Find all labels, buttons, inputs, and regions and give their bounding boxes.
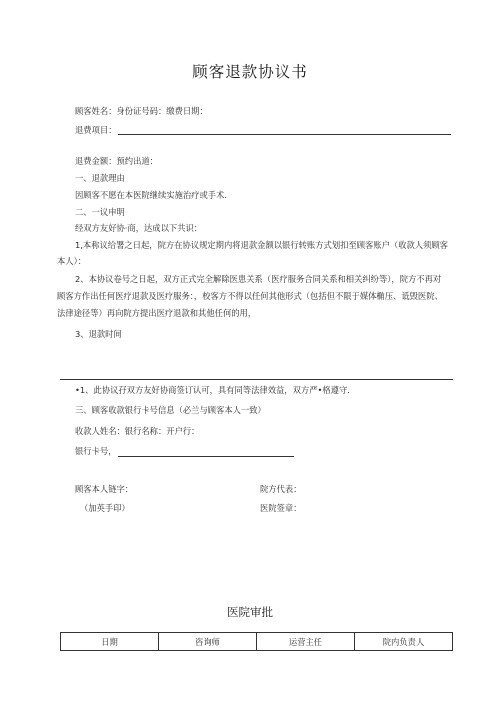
validity-clause: •1、此协议孖双方友好协商签订认可，具有同等法律效益，双方严•格遵守. [75,385,350,395]
payee-info-line: 收款人姓名：银行名称：开户行： [75,426,200,436]
clause1-line2: 本人）： [57,256,87,266]
approval-header-row [61,633,453,651]
approval-col-consultant: 咨询师 [159,633,257,651]
refund-items-underline [118,134,451,135]
approval-col-date: 日期 [61,633,159,651]
section3-heading: 3、退款时间 [75,329,122,339]
approval-col-hospital-head: 院内负责人 [355,633,453,651]
refund-amount-line: 退费金额：预约出道： [75,156,158,166]
clause2-line3: 法律途径等）再向院方提出医疗退款和其他任何的用， [57,308,257,318]
bank-section-heading: 三、顾客收款银行卡号信息（必兰与顾客本人一致） [75,405,266,415]
customer-signature-label: 顾客本人链字： [75,484,134,494]
card-number-underline [118,456,294,457]
section2-heading: 二、一议申明 [75,207,125,217]
approval-table [60,632,453,651]
refund-reason-text: 因顾客不愿在本医院继续实施治疗或手术. [75,190,227,200]
clause2-line1: 2、本协议卷号之日起，双方正式完全解除医患关系（医疗服务合同关系和相关纠纷等），院方不再对 [75,274,442,284]
approval-title: 医院审批 [227,605,273,619]
hospital-rep-label: 院方代表： [260,484,302,494]
hospital-seal-label: 医院签章： [260,503,302,513]
document-title: 顾客退款协议书 [192,63,308,81]
refund-items-label: 退费项目： [75,125,117,135]
section1-heading: 一、退款理由 [75,173,125,183]
fingerprint-note: （加英手印） [80,503,130,513]
clause2-line2: 顾客方作出任何医疗退款及医疗服务：，校客方不得以任何其他形式（包括但不限于媒体椭压、诋毁医院、 [57,291,443,301]
clause1-line1: 1,本称议给署之日起，院方在协议规定期内将退款金额以银行转账方式划扣至顾客账户（收款人须顾客 [75,240,448,250]
agreement-intro: 经双方友好协·商，达成以下共识： [75,223,203,233]
card-number-label: 银行卡号， [75,446,117,456]
customer-info-line: 顾客姓名：身份证号码：缴费日期： [75,106,208,116]
refund-time-underline [60,379,453,380]
approval-col-operations-director: 运营主任 [257,633,355,651]
